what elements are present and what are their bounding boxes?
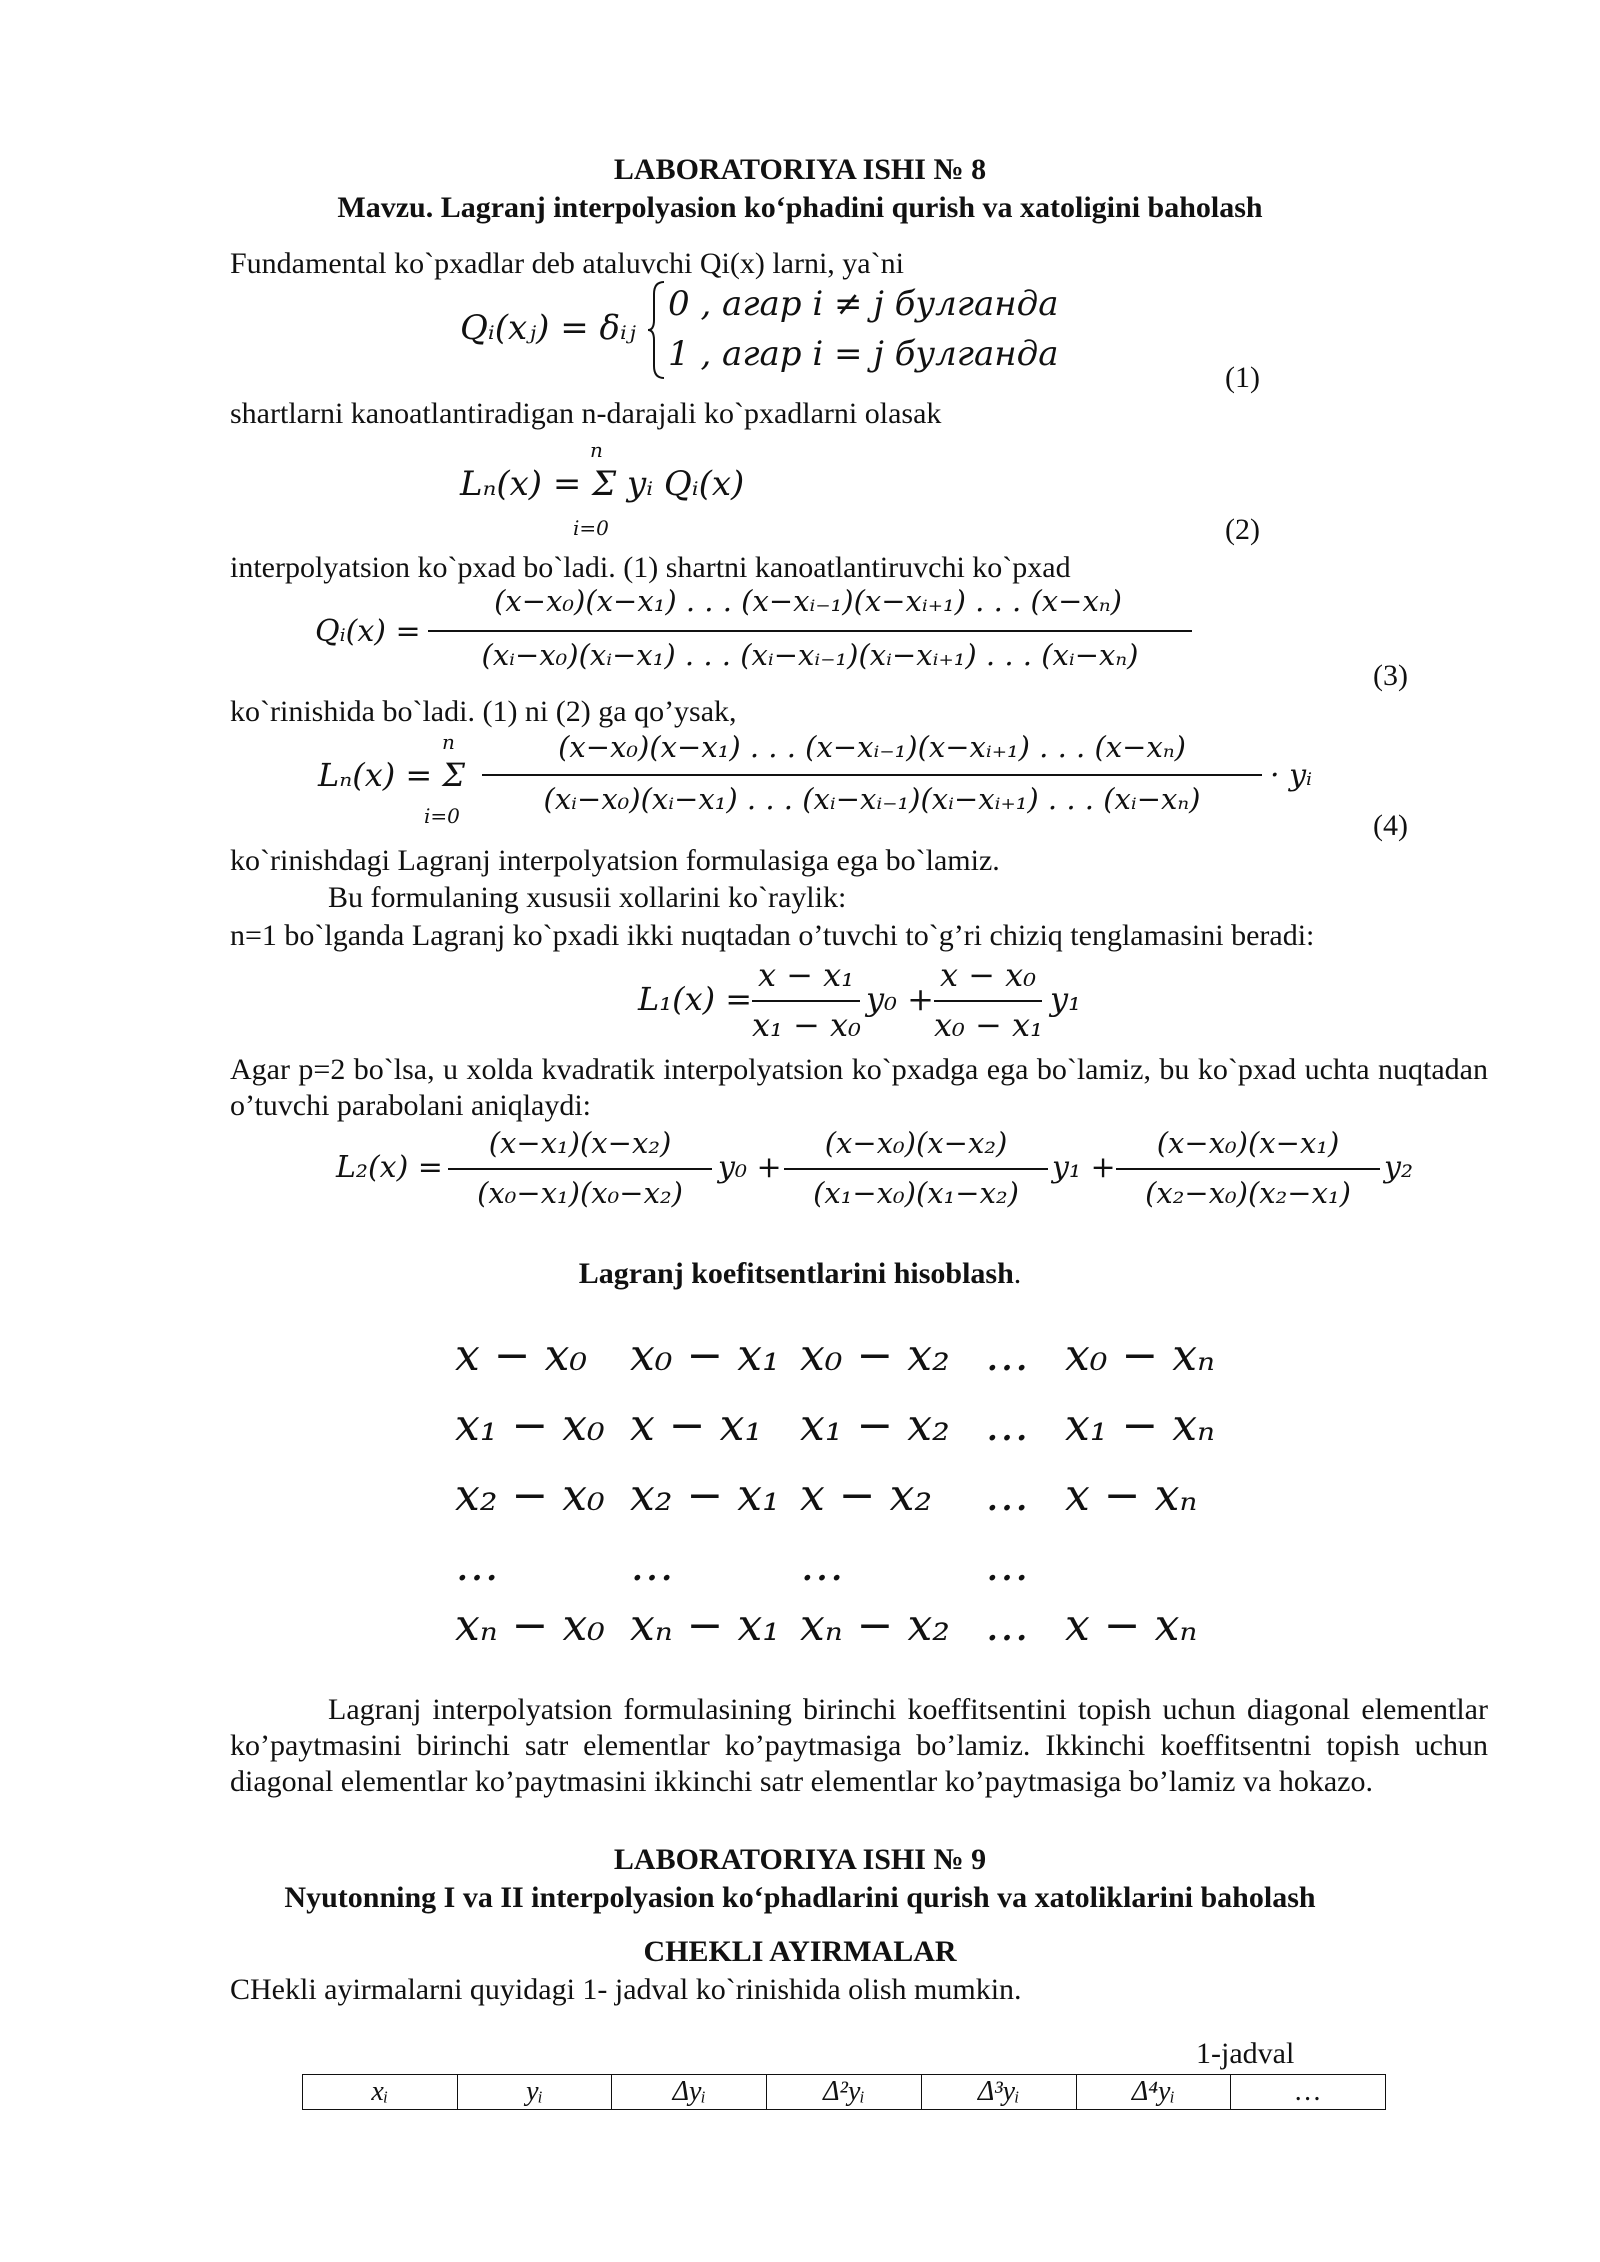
matrix-cell: x − x₁ [630, 1400, 763, 1451]
equation-number-1: (1) [1225, 361, 1260, 394]
matrix-cell: … [985, 1400, 1029, 1451]
paragraph: n=1 bo`lganda Lagranj ko`pxadi ikki nuqtadan o’tuvchi to`g’ri chiziq tenglamasini beradi: [230, 919, 1315, 952]
matrix-cell: … [455, 1540, 499, 1591]
paragraph: Bu formulaning xususii xollarini ko`raylik: [328, 881, 847, 914]
fraction-numerator: x − x₁ [757, 956, 855, 994]
lab9-title: LABORATORIYA ISHI № 9 [613, 1843, 987, 1876]
fraction-bar [752, 1000, 860, 1002]
paragraph: interpolyatsion ko`pxad bo`ladi. (1) shartni kanoatlantiruvchi ko`pxad [230, 551, 1071, 584]
sum-lower-limit: i=0 [573, 516, 609, 540]
differences-table [302, 2074, 1386, 2110]
fraction-numerator: (x−x₀)(x−x₁) [1156, 1126, 1340, 1160]
table-header-cell: Δ³yᵢ [921, 2075, 1076, 2110]
fraction-denominator: x₁ − x₀ [752, 1006, 861, 1044]
matrix-cell: x − xₙ [1065, 1470, 1198, 1521]
fraction-denominator: (x₂−x₀)(x₂−x₁) [1145, 1176, 1351, 1210]
formula-6-y0: y₀ + [718, 1150, 782, 1185]
formula-3-denominator: (xᵢ−x₀)(xᵢ−x₁) . . . (xᵢ−xᵢ₋₁)(xᵢ−xᵢ₊₁) . . . (xᵢ−xₙ) [481, 638, 1139, 672]
fraction-numerator: x − x₀ [939, 956, 1037, 994]
formula-1-case-2: 1 , агар i = j булганда [668, 334, 1059, 374]
fraction-bar [934, 1000, 1042, 1002]
matrix-cell: … [985, 1540, 1029, 1591]
sum-upper-limit: n [590, 438, 603, 462]
matrix-cell: xₙ − x₂ [800, 1600, 950, 1651]
matrix-cell: … [800, 1540, 844, 1591]
matrix-cell: x₁ − x₂ [800, 1400, 950, 1451]
fraction-bar [482, 774, 1262, 776]
formula-2: Lₙ(x) = Σ yᵢ Qᵢ(x) [460, 464, 745, 504]
formula-5-lhs: L₁(x) = [638, 980, 753, 1018]
table-header-cell: Δyᵢ [612, 2075, 767, 2110]
fraction-denominator: (x₀−x₁)(x₀−x₂) [477, 1176, 683, 1210]
paragraph: ko`rinishida bo`ladi. (1) ni (2) ga qo’ysak, [230, 695, 737, 728]
formula-1-lhs: Qᵢ(xⱼ) = δᵢⱼ [460, 308, 636, 348]
fraction-bar [428, 630, 1192, 632]
equation-number-4: (4) [1373, 809, 1408, 842]
equation-number-2: (2) [1225, 513, 1260, 546]
paragraph: shartlarni kanoatlantiradigan n-darajali ko`pxadlarni olasak [230, 397, 942, 430]
section-heading: CHEKLI AYIRMALAR [643, 1935, 957, 1968]
matrix-cell: x − x₂ [800, 1470, 933, 1521]
matrix-cell: x − x₀ [455, 1330, 588, 1381]
fraction-numerator: (x−x₁)(x−x₂) [488, 1126, 672, 1160]
table-header-cell: Δ⁴yᵢ [1076, 2075, 1231, 2110]
fraction-bar [784, 1168, 1048, 1170]
left-brace [648, 280, 666, 380]
table-header-cell: yᵢ [457, 2075, 612, 2110]
formula-4-lhs: Lₙ(x) = Σ [318, 756, 466, 794]
formula-6-lhs: L₂(x) = [336, 1150, 443, 1185]
equation-number-3: (3) [1373, 659, 1408, 692]
sum-lower-limit: i=0 [424, 804, 460, 828]
formula-1-case-1: 0 , агар i ≠ j булганда [668, 284, 1059, 324]
matrix-cell: x₀ − x₁ [630, 1330, 780, 1381]
lab8-title: LABORATORIYA ISHI № 8 [613, 153, 987, 186]
sum-upper-limit: n [442, 730, 455, 754]
matrix-cell: x − xₙ [1065, 1600, 1198, 1651]
lab8-topic: Mavzu. Lagranj interpolyasion ko‘phadini qurish va xatoligini baholash [337, 191, 1263, 224]
lab9-topic: Nyutonning I va II interpolyasion ko‘phadlarini qurish va xatoliklarini baholash [284, 1881, 1316, 1914]
matrix-cell: … [985, 1470, 1029, 1521]
matrix-cell: xₙ − x₁ [630, 1600, 780, 1651]
fraction-bar [448, 1168, 712, 1170]
subheading-dot: . [1013, 1257, 1022, 1290]
fraction-numerator: (x−x₀)(x−x₂) [824, 1126, 1008, 1160]
formula-6-y1: y₁ + [1052, 1150, 1116, 1185]
matrix-cell: … [985, 1330, 1029, 1381]
matrix-cell: x₁ − x₀ [455, 1400, 605, 1451]
formula-3-numerator: (x−x₀)(x−x₁) . . . (x−xᵢ₋₁)(x−xᵢ₊₁) . . . (x−xₙ) [494, 584, 1122, 618]
table-caption: 1-jadval [1196, 2037, 1295, 2070]
coefficient-matrix [455, 1330, 1235, 1660]
table-header-cell: xᵢ [303, 2075, 458, 2110]
formula-5-y0: y₀ + [866, 980, 934, 1018]
paragraph: CHekli ayirmalarni quyidagi 1- jadval ko`rinishida olish mumkin. [230, 1973, 1022, 2006]
matrix-cell: … [985, 1600, 1029, 1651]
matrix-cell: x₂ − x₁ [630, 1470, 780, 1521]
formula-3-lhs: Qᵢ(x) = [315, 614, 421, 649]
paragraph: Fundamental ko`pxadlar deb ataluvchi Qi(x) larni, ya`ni [230, 247, 904, 280]
formula-5-y1: y₁ [1050, 980, 1081, 1018]
matrix-cell: xₙ − x₀ [455, 1600, 605, 1651]
matrix-cell: x₀ − xₙ [1065, 1330, 1215, 1381]
fraction-denominator: x₀ − x₁ [934, 1006, 1043, 1044]
table-header-cell: Δ²yᵢ [767, 2075, 922, 2110]
subheading-text: Lagranj koefitsentlarini hisoblash [578, 1257, 1014, 1290]
formula-4-numerator: (x−x₀)(x−x₁) . . . (x−xᵢ₋₁)(x−xᵢ₊₁) . . . (x−xₙ) [558, 730, 1186, 764]
paragraph: Lagranj interpolyatsion formulasining birinchi koeffitsentini topish uchun diagonal elementlar ko’paytmasini birinchi satr elementlar ko’paytmasiga bo’lamiz. Ikkinchi koeffitsentni topish uchun diagonal elementlar ko’paytmasini ikkinchi satr elementlar ko’paytmasiga bo’lamiz va hokazo. [230, 1693, 1488, 1798]
matrix-cell: x₂ − x₀ [455, 1470, 605, 1521]
matrix-cell: … [630, 1540, 674, 1591]
subheading [0, 1256, 1600, 1292]
matrix-cell: x₁ − xₙ [1065, 1400, 1215, 1451]
table-header-cell: … [1231, 2075, 1386, 2110]
formula-6-y2: y₂ [1384, 1150, 1413, 1185]
paragraph: Agar p=2 bo`lsa, u xolda kvadratik interpolyatsion ko`pxadga ega bo`lamiz, bu ko`pxad uchta nuqtadan o’tuvchi parabolani aniqlaydi: [230, 1053, 1488, 1122]
matrix-cell: x₀ − x₂ [800, 1330, 950, 1381]
fraction-bar [1116, 1168, 1380, 1170]
table-row [303, 2075, 1386, 2110]
paragraph: ko`rinishdagi Lagranj interpolyatsion formulasiga ega bo`lamiz. [230, 844, 1000, 877]
fraction-denominator: (x₁−x₀)(x₁−x₂) [813, 1176, 1019, 1210]
formula-4-tail: · yᵢ [1270, 758, 1313, 793]
formula-4-denominator: (xᵢ−x₀)(xᵢ−x₁) . . . (xᵢ−xᵢ₋₁)(xᵢ−xᵢ₊₁) . . . (xᵢ−xₙ) [543, 782, 1201, 816]
